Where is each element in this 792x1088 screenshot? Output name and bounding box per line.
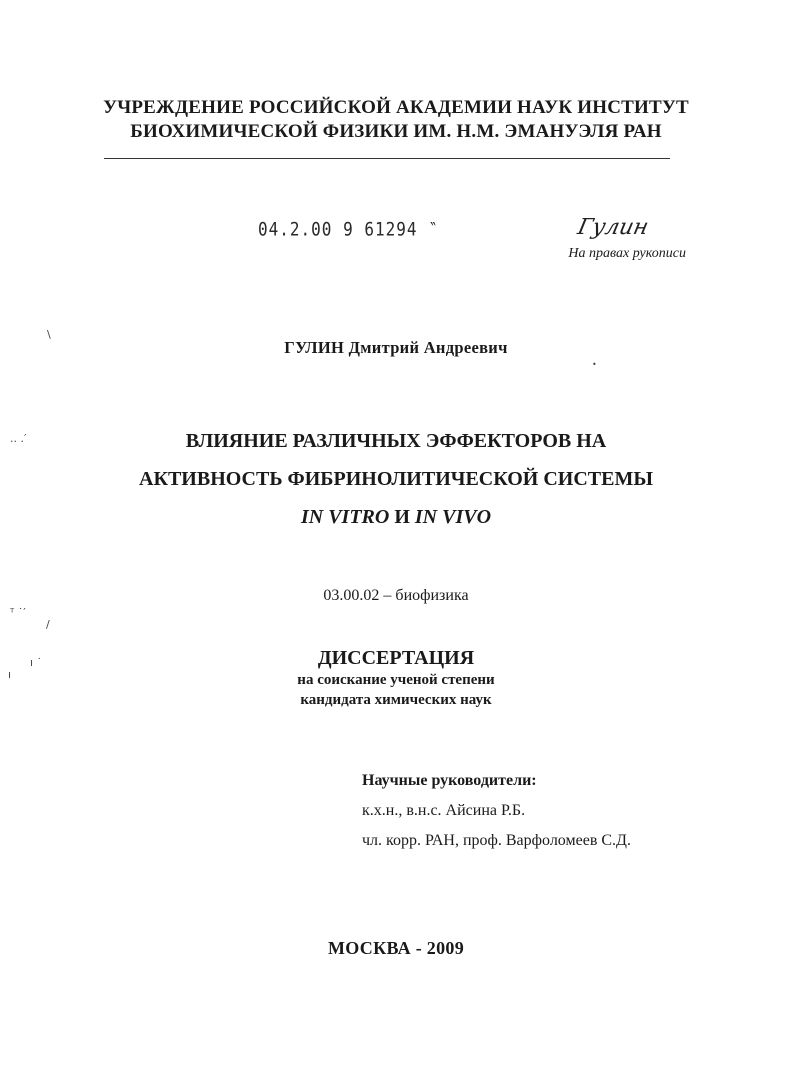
title-line-2: АКТИВНОСТЬ ФИБРИНОЛИТИЧЕСКОЙ СИСТЕМЫ (139, 468, 653, 490)
manuscript-note: На правах рукописи (568, 246, 686, 261)
scan-speck: .. .′ (10, 432, 27, 445)
advisor-1: к.х.н., в.н.с. Айсина Р.Б. (362, 802, 526, 819)
institution-header (0, 96, 792, 144)
title-in-vitro: IN VITRO (300, 506, 390, 528)
scan-speck: / (46, 618, 50, 631)
scan-speck: ı (8, 668, 12, 681)
scan-speck: ᵀ ˙′ (10, 606, 26, 619)
advisor-2: чл. корр. РАН, проф. Варфоломеев С.Д. (362, 832, 631, 849)
scan-speck: ı ˙ (30, 656, 43, 669)
scan-speck: • (592, 360, 597, 369)
dissertation-title (0, 422, 792, 536)
title-conjunction: И (394, 506, 410, 528)
thesis-degree-line-2: кандидата химических наук (300, 692, 492, 708)
institution-line-2: БИОХИМИЧЕСКОЙ ФИЗИКИ ИМ. Н.М. ЭМАНУЭЛЯ РАН (130, 121, 662, 142)
title-line-1: ВЛИЯНИЕ РАЗЛИЧНЫХ ЭФФЕКТОРОВ НА (185, 430, 607, 452)
city-year: МОСКВА - 2009 (327, 938, 465, 958)
institution-line-1: УЧРЕЖДЕНИЕ РОССИЙСКОЙ АКАДЕМИИ НАУК ИНСТИТУТ (103, 97, 689, 118)
title-line-3 (0, 498, 792, 536)
thesis-heading: ДИССЕРТАЦИЯ (317, 647, 475, 669)
author-name: ГУЛИН Дмитрий Андреевич (284, 338, 508, 357)
registration-stamp: 04.2.00 9 61294 ‶ (258, 218, 439, 240)
advisors-block (362, 766, 631, 856)
title-in-vivo: IN VIVO (414, 506, 492, 528)
scan-speck: \ (47, 328, 51, 341)
signature: Гулин (575, 215, 651, 240)
header-divider (104, 158, 670, 159)
specialty-code: 03.00.02 – биофизика (323, 587, 469, 604)
advisors-heading: Научные руководители: (362, 772, 537, 789)
thesis-degree-line-1: на соискание ученой степени (297, 672, 495, 688)
thesis-degree (0, 670, 792, 710)
